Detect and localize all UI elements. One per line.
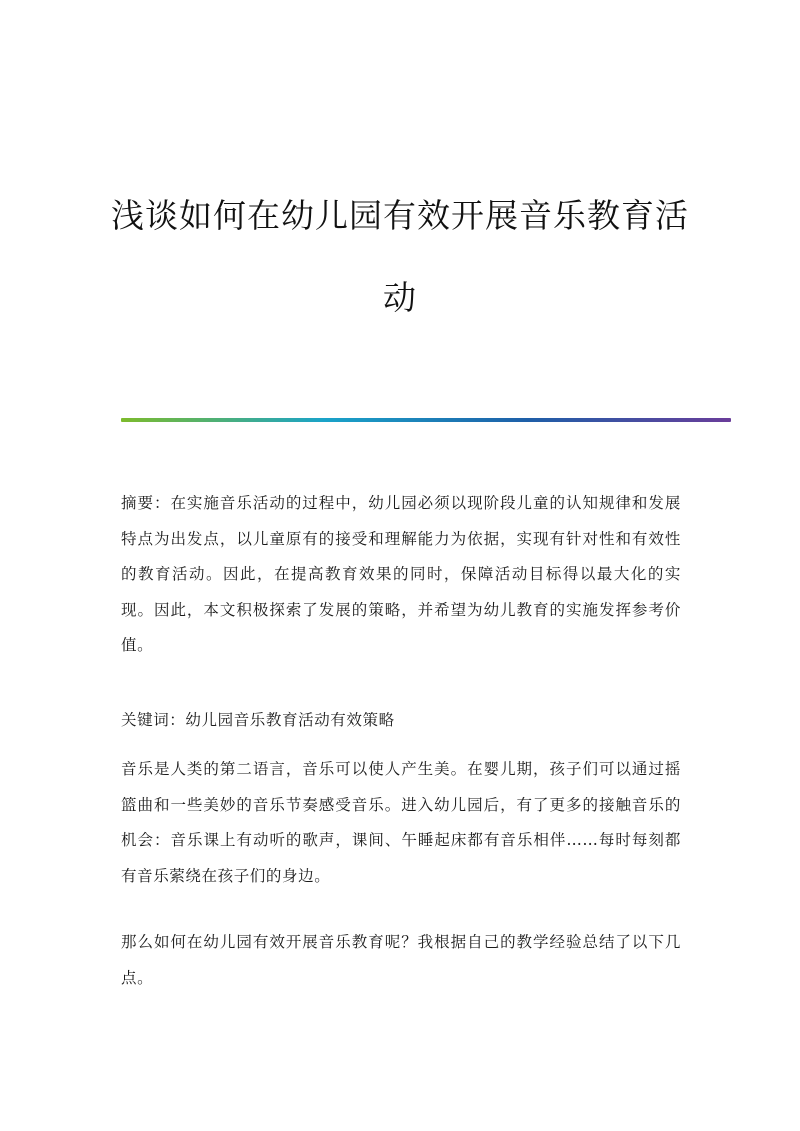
body-paragraph-1: 音乐是人类的第二语言，音乐可以使人产生美。在婴儿期，孩子们可以通过摇篮曲和一些美妙的音乐节奏感受音乐。进入幼儿园后，有了更多的接触音乐的机会：音乐课上有动听的歌声，课间、午睡起床都有音乐相伴……每时每刻都有音乐萦绕在孩子们的身边。 [121,760,681,885]
document-title-line-2: 动 [383,278,417,317]
abstract-paragraph: 摘要：在实施音乐活动的过程中，幼儿园必须以现阶段儿童的认知规律和发展特点为出发点，以儿童原有的接受和理解能力为依据，实现有针对性和有效性的教育活动。因此，在提高教育效果的同时，保障活动目标得以最大化的实现。因此，本文积极探索了发展的策略，并希望为幼儿教育的实施发挥参考价值。 [121,494,681,654]
document-title-line-1: 浅谈如何在幼儿园有效开展音乐教育活 [111,196,689,235]
title-divider [121,418,731,422]
body-paragraph-2: 那么如何在幼儿园有效开展音乐教育呢？我根据自己的教学经验总结了以下几点。 [121,933,681,987]
keywords-line: 关键词：幼儿园音乐教育活动有效策略 [121,711,395,729]
